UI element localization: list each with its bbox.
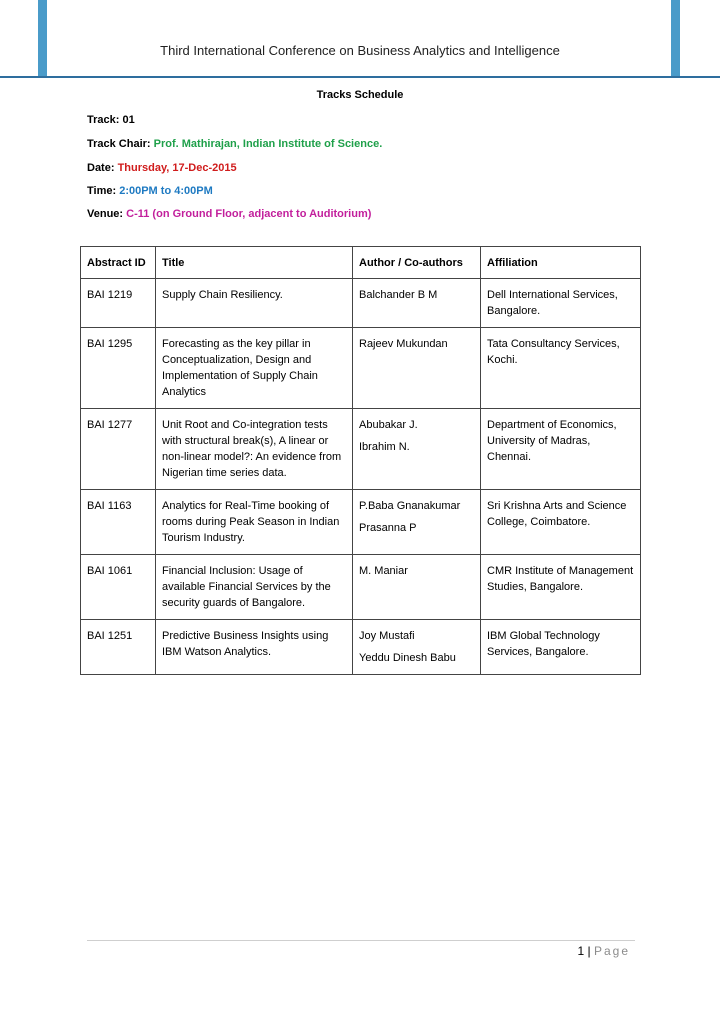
title-cell: Analytics for Real-Time booking of rooms during Peak Season in Indian Tourism Industry. bbox=[156, 490, 353, 555]
schedule-table bbox=[80, 246, 641, 675]
page-separator: | bbox=[587, 944, 591, 958]
track-line bbox=[87, 114, 135, 126]
authors-cell bbox=[353, 490, 481, 555]
author-name: Joy Mustafi bbox=[359, 630, 415, 642]
author-name: Balchander B M bbox=[359, 289, 438, 301]
coauthor-name: Ibrahim N. bbox=[359, 441, 410, 453]
page-number: 1 bbox=[577, 944, 585, 958]
date-line bbox=[87, 162, 237, 174]
footer-rule bbox=[87, 940, 635, 941]
page-footer bbox=[577, 944, 630, 958]
abstract-id-cell: BAI 1277 bbox=[81, 409, 156, 490]
abstract-id-cell: BAI 1251 bbox=[81, 620, 156, 675]
chair-line bbox=[87, 138, 382, 150]
authors-cell bbox=[353, 279, 481, 328]
table-row bbox=[81, 555, 641, 620]
authors-cell bbox=[353, 555, 481, 620]
coauthor-name: Prasanna P bbox=[359, 522, 417, 534]
table-row bbox=[81, 409, 641, 490]
table-row bbox=[81, 328, 641, 409]
authors-cell bbox=[353, 409, 481, 490]
chair-value: Prof. Mathirajan, Indian Institute of Science. bbox=[153, 138, 383, 150]
abstract-id-cell: BAI 1219 bbox=[81, 279, 156, 328]
conference-title: Third International Conference on Business Analytics and Intelligence bbox=[160, 43, 560, 58]
header-affiliation: Affiliation bbox=[481, 247, 641, 279]
author-name: Abubakar J. bbox=[359, 419, 418, 431]
header-bar-left bbox=[38, 0, 47, 77]
header-abstract-id: Abstract ID bbox=[81, 247, 156, 279]
header-authors: Author / Co-authors bbox=[353, 247, 481, 279]
title-cell: Financial Inclusion: Usage of available Financial Services by the security guards of Bangalore. bbox=[156, 555, 353, 620]
affiliation-cell: Tata Consultancy Services, Kochi. bbox=[481, 328, 641, 409]
author-name: M. Maniar bbox=[359, 565, 408, 577]
header-bar-right bbox=[671, 0, 680, 77]
table-row bbox=[81, 620, 641, 675]
author-name: P.Baba Gnanakumar bbox=[359, 500, 461, 512]
coauthor-name: Yeddu Dinesh Babu bbox=[359, 652, 456, 664]
header-rule bbox=[0, 76, 720, 78]
title-cell: Supply Chain Resiliency. bbox=[156, 279, 353, 328]
affiliation-cell: Department of Economics, University of Madras, Chennai. bbox=[481, 409, 641, 490]
schedule-title: Tracks Schedule bbox=[316, 89, 404, 101]
time-line bbox=[87, 185, 213, 197]
track-value: 01 bbox=[122, 114, 135, 126]
author-name: Rajeev Mukundan bbox=[359, 338, 448, 350]
affiliation-cell: Dell International Services, Bangalore. bbox=[481, 279, 641, 328]
time-value: 2:00PM to 4:00PM bbox=[119, 185, 213, 197]
abstract-id-cell: BAI 1295 bbox=[81, 328, 156, 409]
title-cell: Forecasting as the key pillar in Conceptualization, Design and Implementation of Supply Chain Analytics bbox=[156, 328, 353, 409]
page-label: Page bbox=[593, 944, 630, 958]
abstract-id-cell: BAI 1061 bbox=[81, 555, 156, 620]
chair-label: Track Chair: bbox=[87, 138, 151, 150]
abstract-id-cell: BAI 1163 bbox=[81, 490, 156, 555]
date-label: Date: bbox=[87, 162, 115, 174]
title-cell: Predictive Business Insights using IBM Watson Analytics. bbox=[156, 620, 353, 675]
time-label: Time: bbox=[87, 185, 117, 197]
venue-value: C-11 (on Ground Floor, adjacent to Auditorium) bbox=[126, 208, 372, 220]
table-row bbox=[81, 279, 641, 328]
table-row bbox=[81, 490, 641, 555]
venue-line bbox=[87, 208, 371, 220]
title-cell: Unit Root and Co-integration tests with structural break(s), A linear or non-linear model?: An evidence from Nigerian time series data. bbox=[156, 409, 353, 490]
header-title: Title bbox=[156, 247, 353, 279]
table-header-row bbox=[81, 247, 641, 279]
authors-cell bbox=[353, 328, 481, 409]
venue-label: Venue: bbox=[87, 208, 124, 220]
affiliation-cell: CMR Institute of Management Studies, Bangalore. bbox=[481, 555, 641, 620]
date-value: Thursday, 17-Dec-2015 bbox=[117, 162, 237, 174]
affiliation-cell: Sri Krishna Arts and Science College, Coimbatore. bbox=[481, 490, 641, 555]
authors-cell bbox=[353, 620, 481, 675]
track-label: Track: bbox=[87, 114, 120, 126]
affiliation-cell: IBM Global Technology Services, Bangalore. bbox=[481, 620, 641, 675]
